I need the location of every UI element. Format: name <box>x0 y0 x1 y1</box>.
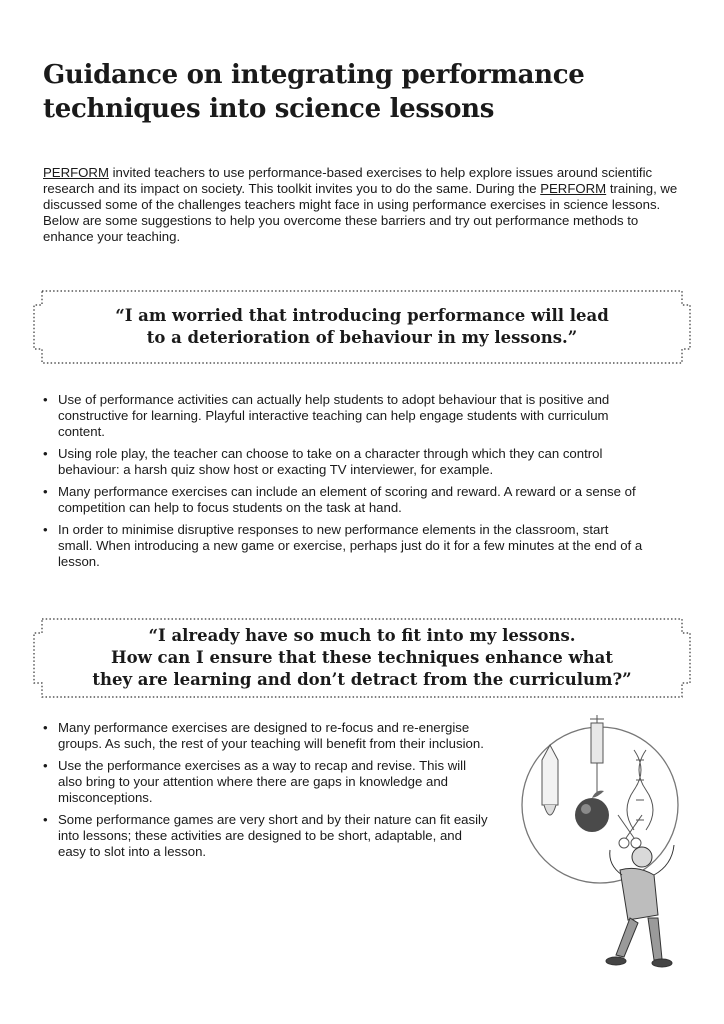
quote-box-behaviour <box>30 287 694 367</box>
quote1-line-2: to a deterioration of behaviour in my lessons.” <box>146 328 578 347</box>
list-item: • Many performance exercises are designed to re-focus and re-energise groups. As such, the rest of your teaching will benefit from their inclusion. <box>43 720 493 752</box>
quote2-line-3: they are learning and don’t detract from the curriculum?” <box>92 670 632 689</box>
page-title <box>43 58 683 126</box>
intro-text-1: invited teachers to use performance-based exercises to help explore issues around scientific research and its impact on society. This toolkit invites you to do the same. During the <box>43 165 653 196</box>
title-line-1: Guidance on integrating performance <box>43 60 585 90</box>
bullet-list-curriculum <box>43 720 493 866</box>
quote2-line-1: “I already have so much to fit into my lessons. <box>148 626 576 645</box>
perform-link-1[interactable]: PERFORM <box>43 165 109 180</box>
perform-link-2[interactable]: PERFORM <box>540 181 607 196</box>
list-item: • Some performance games are very short and by their nature can fit easily into lessons; these activities are designed to be short, adaptable, and easy to slot into a lesson. <box>43 812 493 860</box>
quote-box-curriculum <box>30 615 694 701</box>
quote-behaviour <box>115 305 609 349</box>
list-item: • Use the performance exercises as a way to recap and revise. This will also bring to your attention where there are gaps in knowledge and misconceptions. <box>43 758 493 806</box>
list-item: • Using role play, the teacher can choose to take on a character through which they can control behaviour: a harsh quiz show host or exacting TV interviewer, for example. <box>43 446 643 478</box>
person-carrying-sphere-icon <box>512 715 692 985</box>
intro-text-2: training, we discussed some of the challenges teachers might face in using performance exercises in science lessons. Below are some suggestions to help you overcome these barriers and try out performance methods to enhance your teaching. <box>43 181 678 244</box>
list-item: • Use of performance activities can actually help students to adopt behaviour that is positive and constructive for learning. Playful interactive teaching can help engage students with curriculum content. <box>43 392 643 440</box>
list-item: • Many performance exercises can include an element of scoring and reward. A reward or a sense of competition can help to focus students on the task at hand. <box>43 484 643 516</box>
title-line-2: techniques into science lessons <box>43 94 495 124</box>
quote2-line-2: How can I ensure that these techniques enhance what <box>110 648 613 667</box>
bullet-list-behaviour <box>43 392 643 576</box>
intro-paragraph <box>43 165 683 245</box>
quote-curriculum <box>92 625 631 691</box>
list-item: • In order to minimise disruptive responses to new performance elements in the classroom, start small. When introducing a new game or exercise, perhaps just do it for a few minutes at the end of a lesson. <box>43 522 643 570</box>
quote1-line-1: “I am worried that introducing performance will lead <box>115 306 609 325</box>
